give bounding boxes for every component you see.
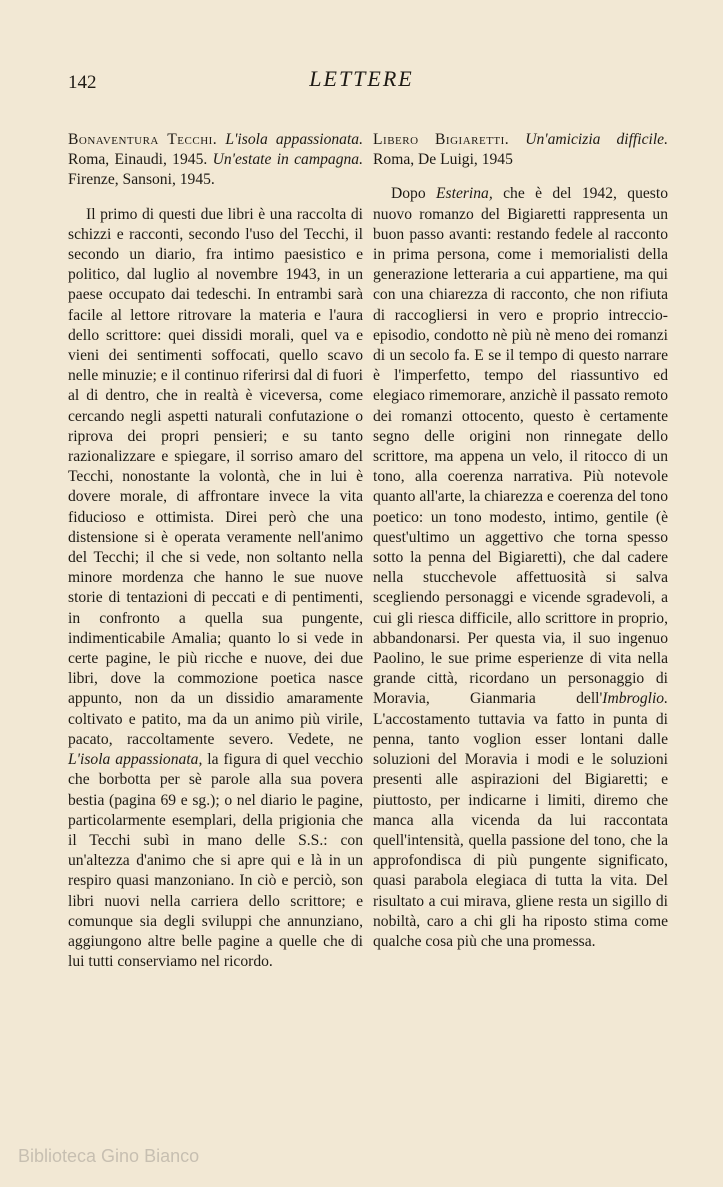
citation-publisher: Roma, De Luigi, 1945: [373, 151, 513, 169]
review-text-end: L'accostamento tuttavia va fatto in punta di penna, tanto voglion esser lontani dalle soluzioni del Moravia i modi e le soluzioni presenti alle aspirazioni del Bigiaretti; e piuttosto, per indicarne i limiti, diremo che manca alla vicenda da lui raccontata quell'intensità, quella passione del tono, che la approfondisca di più pungente significato, quasi parabola elegiaca di tutta la vita. Del risultato a cui mirava, gliene resta un sigillo di nobiltà, caro a chi gli ha riposto stima come qualche cosa più che una promessa.: [373, 710, 668, 950]
review-text: Il primo di questi due libri è una raccolta di schizzi e racconti, secondo l'uso del Tecchi, il secondo un diario, fra intimo paesistico e politico, dal luglio al novembre 1943, in un paese occupato dai tedeschi. In entrambi sarà facile al lettore ritrovare la materia e l'aura dello scrittore: quei dissidi morali, quel va e vieni dei sentimenti soffocati, quello scavo nelle minuzie; e il continuo riferirsi dal di fuori al di dentro, che in realtà è viceversa, come cercando negli aspetti naturali confutazione o riprova dei propri pensieri; e su tanto razionalizzare e spiegare, il sorriso amaro del Tecchi, nonostante la volontà, che in lui è dovere morale, di affrontare invece la vita fiducioso e ottimista. Direi però che una distensione si è operata veramente nell'animo del Tecchi; il che si vede, non soltanto nella minore mordenza che hanno le sue nuove storie di tentazioni di peccati e di pentimenti, in confronto a quella sua pungente, indimenticabile Amalia; quanto lo si vede in certe pagine, le più ricche e nuove, dei due libri, dove la commozione poetica nasce appunto, non da un dissidio amaramente coltivato e patito, ma da un animo più virile, pacato, raccoltamente severo. Vedete, ne: [68, 205, 363, 748]
page-number: 142: [68, 72, 97, 93]
citation-author: Libero Bigiaretti.: [373, 131, 510, 148]
review-italic-imbroglio: Imbroglio.: [602, 690, 668, 708]
review-italic-title: L'isola appassionata,: [68, 751, 203, 769]
citation-publisher: Roma, Einaudi, 1945.: [68, 151, 208, 169]
left-column: [68, 130, 363, 972]
citation-author: Bonaventura Tecchi.: [68, 131, 218, 148]
review-body-tecchi: [68, 205, 363, 973]
citation-bigiaretti: [373, 130, 668, 170]
review-text-mid: che è del 1942, questo nuovo romanzo del Bigiaretti rappresenta un buon passo avanti: restando fedele al racconto in prima persona, come i memorialisti della generazione letteraria a cui appartiene, ma qui con una chiarezza di racconto, che non rifiuta di raccogliersi in vero e proprio intreccio-episodio, condotto nè più nè meno dei romanzi di un secolo fa. E se il tempo di questo narrare è l'imperfetto, tempo del riassuntivo ed elegiaco rimemorare, anzichè il passato remoto dei romanzi ottocento, questo è certamente segno delle origini non rinnegate dello scrittore, ma appena un velo, il ritocco di un tono, alla coerenza narrativa. Più notevole quanto all'arte, la chiarezza e coerenza del tono poetico: un tono modesto, intimo, gentile (è quest'ultimo un aggettivo che torna spesso sotto la penna del Bigiaretti), che dal cadere nella stucchevole affettuosità si salva scegliendo personaggi e vicende sgradevoli, a cui gli riesca difficile, allo scrittore in proprio, abbandonarsi. Per questa via, il suo ingenuo Paolino, le sue prime esperienze di vita nella grande città, ricordano un personaggio di Moravia, Gianmaria dell': [373, 185, 668, 708]
citation-title-2: Un'estate in campagna.: [212, 151, 364, 169]
page-header: [0, 64, 723, 104]
citation-tecchi: [68, 130, 363, 191]
library-watermark: Biblioteca Gino Bianco: [18, 1146, 200, 1166]
citation-title: Un'amicizia difficile.: [525, 131, 668, 148]
review-italic-esterina: Esterina,: [436, 185, 493, 203]
review-body-bigiaretti: [373, 184, 668, 952]
review-text-start: Dopo: [391, 185, 437, 203]
right-column: [373, 130, 668, 952]
review-text-cont: la figura di quel vecchio che borbotta per sè parole alla sua povera bestia (pagina 69 e sg.); o nel diario le pagine, particolarmente esemplari, della prigionia che il Tecchi subì in mano delle S.S.: con un'altezza d'animo che si apre qui e là in un respiro quasi manzoniano. In ciò e perciò, son libri nuovi nella carriera dello scrittore; e comunque sia degli sviluppi che annunziano, aggiungono altre belle pagine a quelle che di lui tutti conserviamo nel ricordo.: [68, 751, 363, 971]
citation-title: L'isola appassionata.: [225, 131, 364, 148]
running-title: LETTERE: [309, 66, 414, 91]
citation-publisher-2: Firenze, Sansoni, 1945.: [68, 171, 215, 189]
